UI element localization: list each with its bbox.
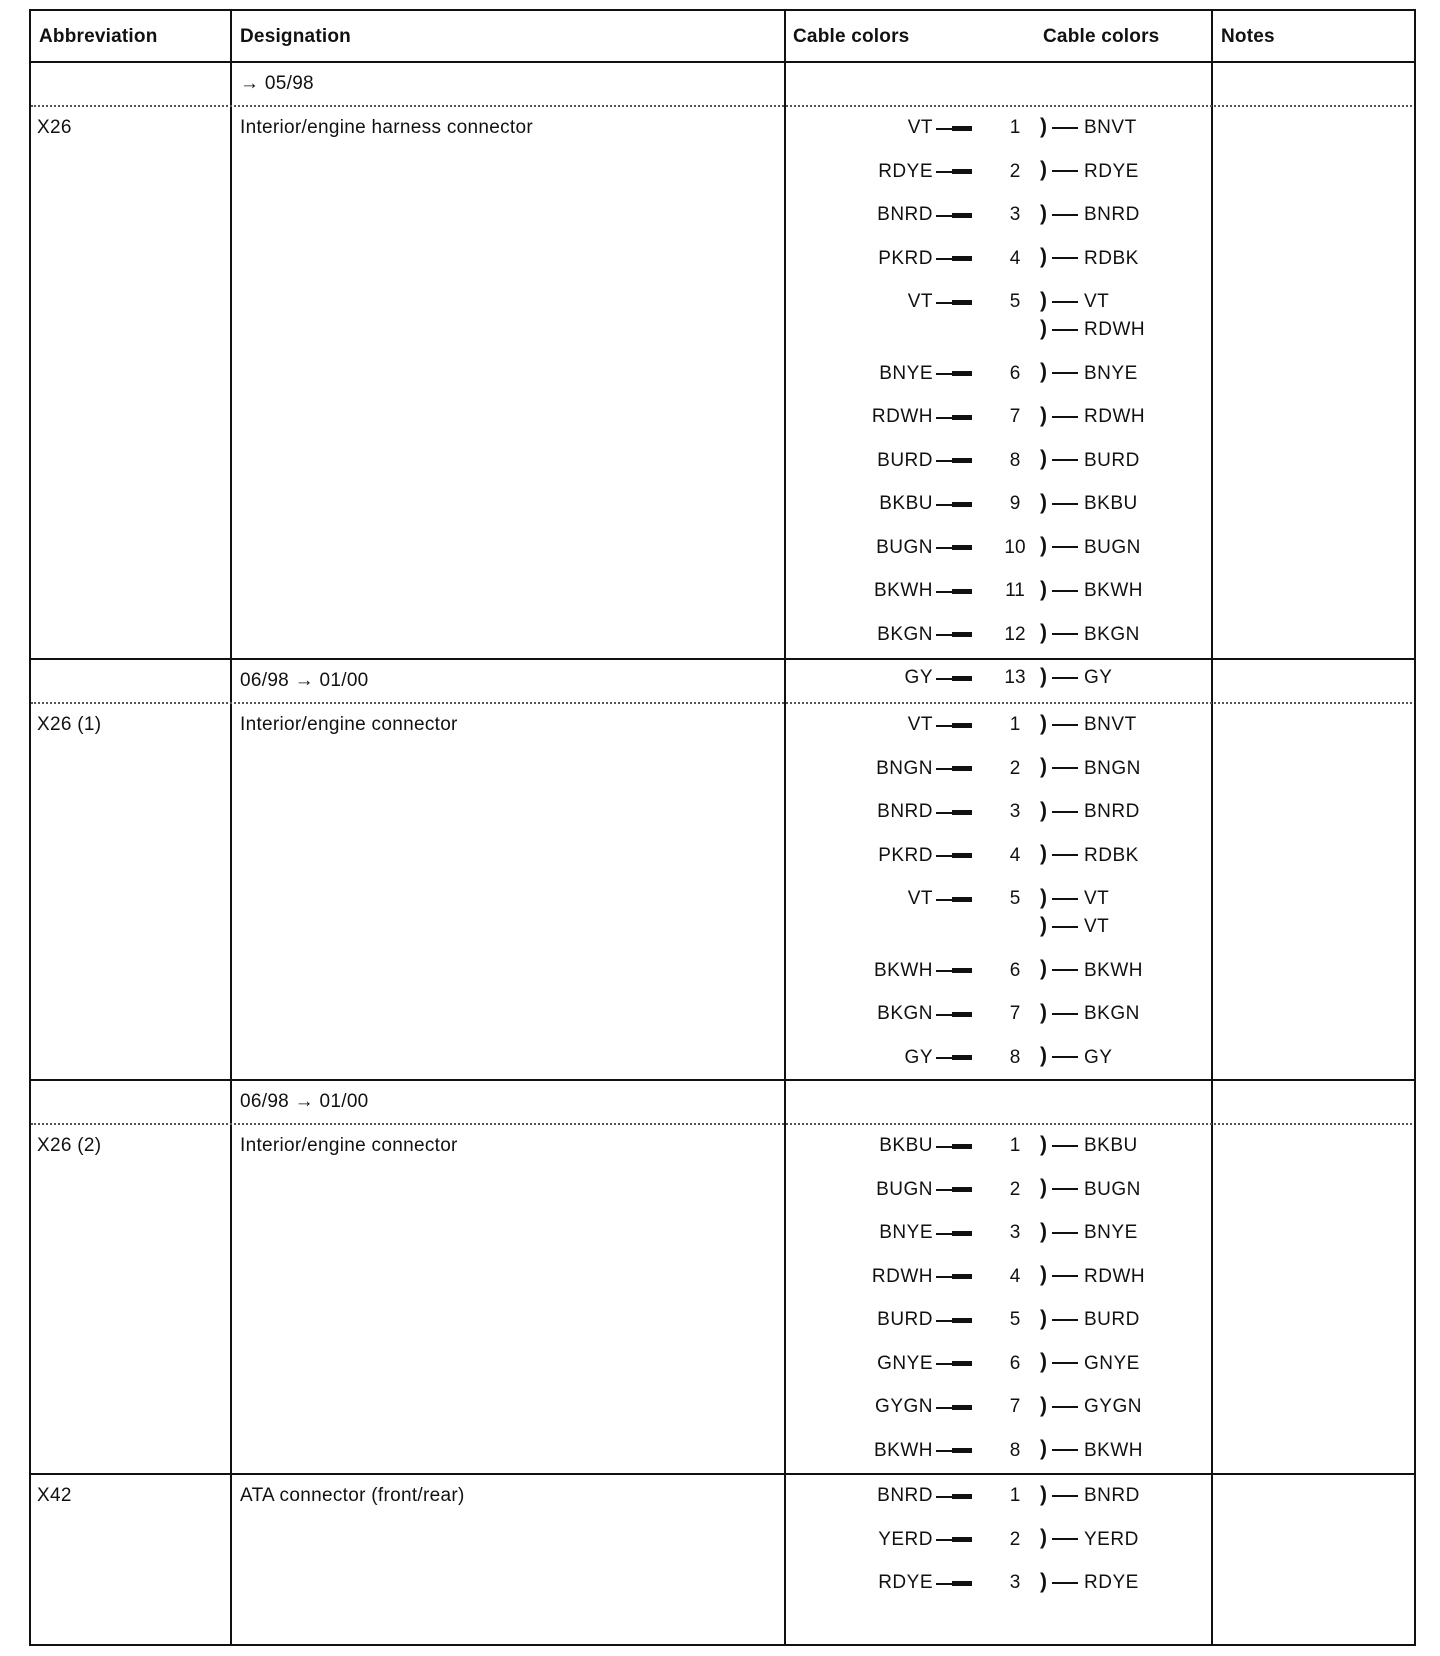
cable-color-left-label: BKBU <box>879 493 933 514</box>
socket-pin-icon: ) <box>1040 537 1080 557</box>
pin-number: 1 <box>1009 1485 1021 1506</box>
plug-pin-icon <box>936 366 974 380</box>
cable-color-right <box>1040 403 1146 428</box>
cable-color-right <box>1040 842 1139 867</box>
cable-color-left-label: YERD <box>878 1528 933 1550</box>
cable-color-right <box>1040 490 1138 515</box>
cable-color-left-label: BNRD <box>877 204 933 225</box>
cable-color-left-label: BKWH <box>874 1439 933 1461</box>
pin-number: 10 <box>1004 536 1026 558</box>
cable-color-right <box>1040 755 1141 780</box>
pin-number: 3 <box>1009 1572 1021 1593</box>
cable-color-right <box>1040 1044 1113 1069</box>
plug-pin-icon <box>936 1400 974 1414</box>
plug-pin-icon <box>936 1269 974 1283</box>
cable-color-right <box>1040 1306 1140 1331</box>
cable-color-left-label: GYGN <box>875 1396 933 1417</box>
plug-pin-icon <box>936 497 974 511</box>
cable-color-left <box>877 1309 974 1331</box>
cable-color-right-label: RDYE <box>1084 160 1139 182</box>
cable-color-right-label: YERD <box>1084 1528 1139 1550</box>
cable-color-right-label: BUGN <box>1084 536 1141 558</box>
header-notes: Notes <box>1221 26 1275 47</box>
cable-color-left-label: BNYE <box>879 1222 933 1243</box>
wiring-table <box>29 9 1414 1644</box>
cable-color-right-label: GYGN <box>1084 1396 1142 1417</box>
pin-number: 1 <box>1009 714 1021 735</box>
cable-color-left-label: BNGN <box>876 757 933 779</box>
section-date-range: → 05/98 <box>240 73 314 94</box>
pin-number: 4 <box>1009 247 1021 269</box>
cable-color-left <box>879 493 974 515</box>
cable-color-left <box>878 248 974 270</box>
section-date-range: 06/98 → 01/00 <box>240 670 369 691</box>
date-divider <box>31 105 1412 107</box>
pin-number: 5 <box>1009 291 1021 312</box>
cable-color-left <box>877 1485 974 1507</box>
plug-pin-icon <box>936 1313 974 1327</box>
plug-pin-icon <box>936 121 974 135</box>
socket-pin-icon: ) <box>1040 624 1080 644</box>
cable-color-right-label: BKGN <box>1084 1003 1140 1024</box>
plug-pin-icon <box>936 1007 974 1021</box>
cable-color-right-label: BNRD <box>1084 204 1140 225</box>
socket-pin-icon: ) <box>1040 1573 1080 1593</box>
socket-pin-icon: ) <box>1040 845 1080 865</box>
cable-color-left <box>878 1529 974 1551</box>
section-divider <box>29 1473 1414 1475</box>
cable-color-right-label: RDBK <box>1084 844 1139 866</box>
socket-pin-icon: ) <box>1040 494 1080 514</box>
plug-pin-icon <box>936 295 974 309</box>
plug-pin-icon <box>936 410 974 424</box>
cable-color-left <box>908 888 974 910</box>
cable-color-right <box>1040 957 1143 982</box>
cable-color-right <box>1040 577 1143 602</box>
cable-color-right-label: RDWH <box>1084 319 1146 340</box>
cable-color-right-label: GY <box>1084 1046 1113 1068</box>
cable-color-right-label: BNGN <box>1084 757 1141 779</box>
cable-color-right-label: VT <box>1084 916 1110 937</box>
plug-pin-icon <box>936 627 974 641</box>
cable-color-right-label: BKWH <box>1084 1439 1143 1461</box>
section-date-range: 06/98 → 01/00 <box>240 1091 369 1112</box>
cable-color-left-label: BUGN <box>876 536 933 558</box>
connector-abbreviation: X26 (1) <box>37 714 102 735</box>
cable-color-right <box>1040 913 1110 938</box>
socket-pin-icon: ) <box>1040 668 1080 688</box>
table-frame <box>29 9 1416 1646</box>
cable-color-right <box>1040 1482 1140 1507</box>
cable-color-left-label: BKGN <box>877 1003 933 1024</box>
cable-color-left <box>876 758 974 780</box>
cable-color-right-label: VT <box>1084 888 1110 909</box>
socket-pin-icon: ) <box>1040 1179 1080 1199</box>
plug-pin-icon <box>936 1443 974 1457</box>
cable-color-right-label: BKWH <box>1084 580 1143 601</box>
cable-color-right-label: BKWH <box>1084 959 1143 981</box>
header-designation: Designation <box>240 26 351 47</box>
plug-pin-icon <box>936 1356 974 1370</box>
plug-pin-icon <box>936 208 974 222</box>
plug-pin-icon <box>936 251 974 265</box>
cable-color-left <box>879 1222 974 1244</box>
cable-color-right <box>1040 288 1110 313</box>
pin-number: 12 <box>1004 623 1026 645</box>
socket-pin-icon: ) <box>1040 889 1080 909</box>
connector-designation: Interior/engine connector <box>240 714 458 735</box>
date-divider <box>31 702 1412 704</box>
cable-color-right <box>1040 447 1140 472</box>
plug-pin-icon <box>936 1489 974 1503</box>
cable-color-left-label: VT <box>907 888 933 909</box>
pin-number: 6 <box>1009 362 1021 384</box>
cable-color-right <box>1040 316 1146 341</box>
cable-color-left-label: BURD <box>877 1309 933 1330</box>
connector-designation: Interior/engine harness connector <box>240 117 533 138</box>
cable-color-right <box>1040 1393 1142 1418</box>
cable-color-left-label: BUGN <box>876 1178 933 1200</box>
socket-pin-icon: ) <box>1040 960 1080 980</box>
cable-color-left <box>874 960 974 982</box>
cable-color-left-label: RDWH <box>871 406 933 427</box>
socket-pin-icon: ) <box>1040 581 1080 601</box>
socket-pin-icon: ) <box>1040 917 1080 937</box>
plug-pin-icon <box>936 584 974 598</box>
cable-color-right <box>1040 1526 1139 1551</box>
socket-pin-icon: ) <box>1040 1440 1080 1460</box>
cable-color-left-label: GNYE <box>877 1352 933 1374</box>
cable-color-right-label: RDWH <box>1084 406 1146 427</box>
column-divider-cable-colors <box>1211 9 1213 1644</box>
pin-number: 3 <box>1009 1222 1021 1243</box>
plug-pin-icon <box>936 892 974 906</box>
cable-color-right <box>1040 534 1141 559</box>
section-divider <box>29 1079 1414 1081</box>
cable-color-left-label: PKRD <box>878 844 933 866</box>
pin-number: 8 <box>1009 1439 1021 1461</box>
pin-number: 1 <box>1009 1135 1021 1156</box>
cable-color-left <box>874 1440 974 1462</box>
cable-color-left <box>908 291 974 313</box>
pin-number: 5 <box>1009 1309 1021 1330</box>
socket-pin-icon: ) <box>1040 1223 1080 1243</box>
socket-pin-icon: ) <box>1040 363 1080 383</box>
pin-number: 7 <box>1009 1003 1021 1024</box>
section-divider <box>29 658 1414 660</box>
cable-color-right <box>1040 1176 1141 1201</box>
socket-pin-icon: ) <box>1040 1529 1080 1549</box>
plug-pin-icon <box>936 805 974 819</box>
cable-color-left-label: RDWH <box>871 1265 933 1287</box>
cable-color-left <box>876 537 974 559</box>
cable-color-right-label: BNRD <box>1084 1485 1140 1506</box>
socket-pin-icon: ) <box>1040 1136 1080 1156</box>
plug-pin-icon <box>936 718 974 732</box>
plug-pin-icon <box>936 540 974 554</box>
cable-color-left <box>908 714 974 736</box>
socket-pin-icon: ) <box>1040 292 1080 312</box>
cable-color-right-label: GNYE <box>1084 1352 1140 1374</box>
cable-color-right <box>1040 1569 1139 1594</box>
cable-color-left <box>878 1572 974 1594</box>
connector-designation: Interior/engine connector <box>240 1135 458 1156</box>
cable-color-right <box>1040 114 1137 139</box>
header-abbreviation: Abbreviation <box>39 26 158 47</box>
cable-color-right-label: BURD <box>1084 1309 1140 1330</box>
socket-pin-icon: ) <box>1040 1397 1080 1417</box>
cable-color-right <box>1040 201 1140 226</box>
socket-pin-icon: ) <box>1040 205 1080 225</box>
plug-pin-icon <box>936 1226 974 1240</box>
cable-color-right-label: BKGN <box>1084 623 1140 645</box>
pin-number: 6 <box>1009 959 1021 981</box>
cable-color-left <box>878 845 974 867</box>
plug-pin-icon <box>936 1050 974 1064</box>
cable-color-left <box>905 1047 974 1069</box>
cable-color-right <box>1040 1000 1140 1025</box>
cable-color-right-label: BNYE <box>1084 362 1138 384</box>
plug-pin-icon <box>936 761 974 775</box>
cable-color-right-label: BNRD <box>1084 801 1140 822</box>
cable-color-left <box>905 667 974 689</box>
header-cable-colors-left: Cable colors <box>793 26 910 47</box>
socket-pin-icon: ) <box>1040 1004 1080 1024</box>
pin-number: 1 <box>1009 117 1021 138</box>
pin-number: 3 <box>1009 204 1021 225</box>
socket-pin-icon: ) <box>1040 1266 1080 1286</box>
cable-color-left <box>877 624 974 646</box>
cable-color-right <box>1040 664 1113 689</box>
cable-color-left <box>872 406 974 428</box>
cable-color-right-label: VT <box>1084 291 1110 312</box>
cable-color-right-label: BNVT <box>1084 117 1137 138</box>
pin-number: 7 <box>1009 406 1021 427</box>
cable-color-left <box>877 450 974 472</box>
cable-color-left <box>878 161 974 183</box>
cable-color-left <box>876 1179 974 1201</box>
socket-pin-icon: ) <box>1040 1486 1080 1506</box>
cable-color-left-label: BKBU <box>879 1135 933 1156</box>
pin-number: 6 <box>1009 1352 1021 1374</box>
column-divider-designation <box>784 9 786 1644</box>
cable-color-left <box>908 117 974 139</box>
cable-color-left <box>877 1353 974 1375</box>
cable-color-left-label: RDYE <box>878 1572 933 1593</box>
cable-color-left <box>877 204 974 226</box>
cable-color-left-label: RDYE <box>878 160 933 182</box>
plug-pin-icon <box>936 671 974 685</box>
cable-color-left-label: VT <box>907 291 933 312</box>
cable-color-left-label: VT <box>907 117 933 138</box>
cable-color-left <box>874 580 974 602</box>
plug-pin-icon <box>936 164 974 178</box>
cable-color-left-label: BNYE <box>879 362 933 384</box>
cable-color-left-label: BKWH <box>874 580 933 601</box>
cable-color-left <box>877 1003 974 1025</box>
cable-color-left-label: GY <box>904 667 933 688</box>
cable-color-left-label: GY <box>904 1046 933 1068</box>
cable-color-left-label: BNRD <box>877 801 933 822</box>
cable-color-left-label: BURD <box>877 449 933 471</box>
plug-pin-icon <box>936 1182 974 1196</box>
cable-color-right-label: RDBK <box>1084 247 1139 269</box>
cable-color-left <box>875 1396 974 1418</box>
cable-color-right-label: BKBU <box>1084 493 1138 514</box>
socket-pin-icon: ) <box>1040 758 1080 778</box>
cable-color-right-label: BNYE <box>1084 1222 1138 1243</box>
socket-pin-icon: ) <box>1040 1353 1080 1373</box>
cable-color-right <box>1040 1350 1140 1375</box>
cable-color-right-label: BURD <box>1084 449 1140 471</box>
cable-color-left <box>879 1135 974 1157</box>
header-cable-colors-right: Cable colors <box>1043 26 1160 47</box>
pin-number: 9 <box>1009 493 1021 514</box>
cable-color-right <box>1040 1219 1138 1244</box>
pin-number: 2 <box>1009 1178 1021 1200</box>
cable-color-right-label: RDWH <box>1084 1265 1146 1287</box>
pin-number: 2 <box>1009 160 1021 182</box>
plug-pin-icon <box>936 1532 974 1546</box>
pin-number: 11 <box>1005 580 1025 601</box>
pin-number: 4 <box>1009 844 1021 866</box>
socket-pin-icon: ) <box>1040 1310 1080 1330</box>
cable-color-left-label: BKGN <box>877 623 933 645</box>
pin-number: 8 <box>1009 449 1021 471</box>
plug-pin-icon <box>936 848 974 862</box>
cable-color-left-label: VT <box>907 714 933 735</box>
cable-color-left-label: BNRD <box>877 1485 933 1506</box>
cable-color-left-label: BKWH <box>874 959 933 981</box>
pin-number: 13 <box>1004 667 1026 688</box>
connector-abbreviation: X42 <box>37 1485 72 1506</box>
cable-color-right <box>1040 245 1139 270</box>
pin-number: 2 <box>1009 1528 1021 1550</box>
cable-color-right <box>1040 1263 1146 1288</box>
pin-number: 2 <box>1009 757 1021 779</box>
socket-pin-icon: ) <box>1040 407 1080 427</box>
socket-pin-icon: ) <box>1040 118 1080 138</box>
cable-color-right-label: BKBU <box>1084 1135 1138 1156</box>
cable-color-right-label: BNVT <box>1084 714 1137 735</box>
pin-number: 5 <box>1009 888 1021 909</box>
plug-pin-icon <box>936 453 974 467</box>
connector-abbreviation: X26 (2) <box>37 1135 102 1156</box>
cable-color-left <box>872 1266 974 1288</box>
socket-pin-icon: ) <box>1040 248 1080 268</box>
plug-pin-icon <box>936 1139 974 1153</box>
socket-pin-icon: ) <box>1040 802 1080 822</box>
header-rule <box>29 61 1414 63</box>
plug-pin-icon <box>936 1576 974 1590</box>
socket-pin-icon: ) <box>1040 715 1080 735</box>
cable-color-right <box>1040 158 1139 183</box>
cable-color-left <box>879 363 974 385</box>
column-divider-abbreviation <box>230 9 232 1644</box>
socket-pin-icon: ) <box>1040 450 1080 470</box>
pin-number: 8 <box>1009 1046 1021 1068</box>
cable-color-right-label: RDYE <box>1084 1572 1139 1593</box>
cable-color-right <box>1040 360 1138 385</box>
socket-pin-icon: ) <box>1040 1047 1080 1067</box>
cable-color-right-label: BUGN <box>1084 1178 1141 1200</box>
cable-color-right <box>1040 885 1110 910</box>
date-divider <box>31 1123 1412 1125</box>
pin-number: 4 <box>1009 1265 1021 1287</box>
cable-color-right <box>1040 621 1140 646</box>
pin-number: 3 <box>1009 801 1021 822</box>
cable-color-left <box>877 801 974 823</box>
cable-color-right <box>1040 1437 1143 1462</box>
socket-pin-icon: ) <box>1040 161 1080 181</box>
socket-pin-icon: ) <box>1040 320 1080 340</box>
cable-color-right-label: GY <box>1084 667 1113 688</box>
plug-pin-icon <box>936 963 974 977</box>
connector-abbreviation: X26 <box>37 117 72 138</box>
pin-number: 7 <box>1009 1396 1021 1417</box>
connector-designation: ATA connector (front/rear) <box>240 1485 465 1506</box>
cable-color-right <box>1040 798 1140 823</box>
cable-color-right <box>1040 1132 1138 1157</box>
cable-color-right <box>1040 711 1137 736</box>
cable-color-left-label: PKRD <box>878 247 933 269</box>
